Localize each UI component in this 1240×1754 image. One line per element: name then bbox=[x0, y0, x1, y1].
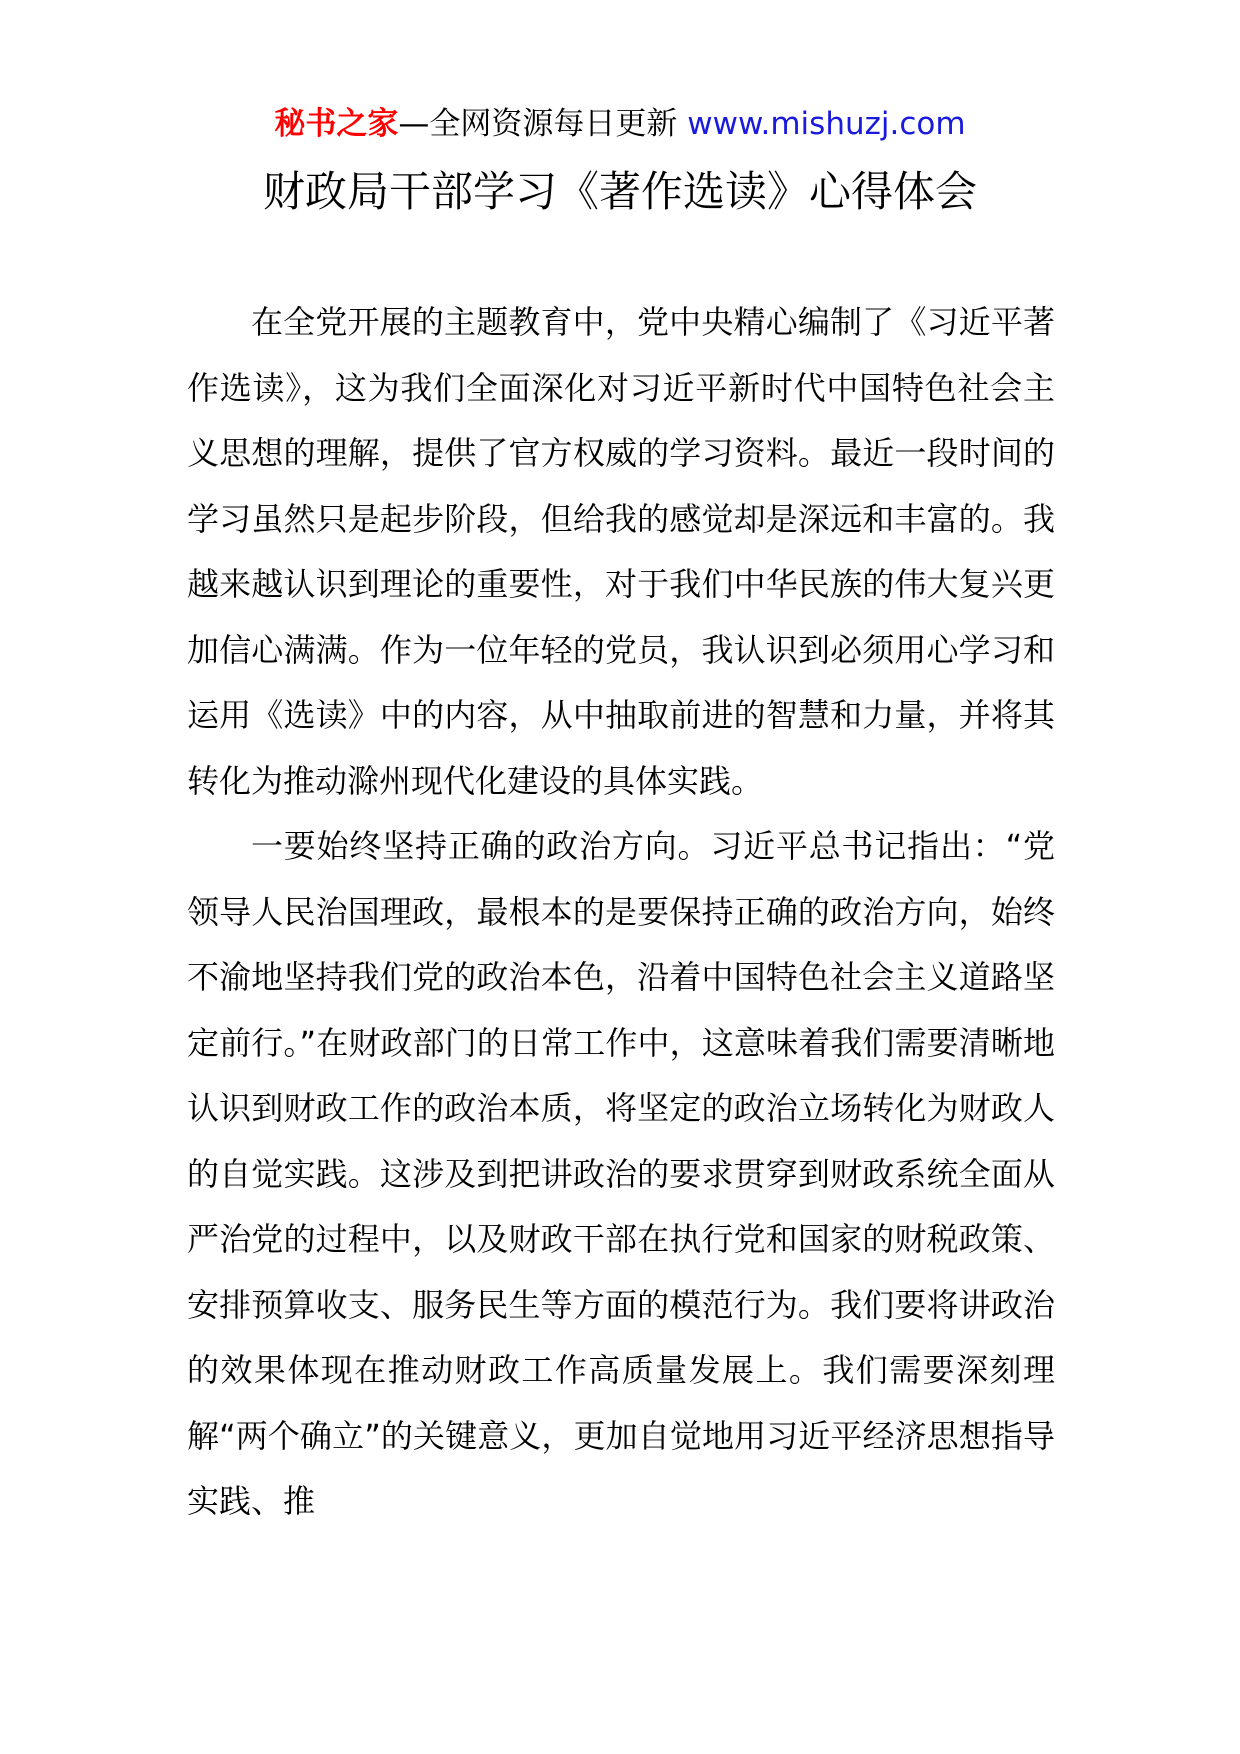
document-body bbox=[187, 290, 1055, 1535]
document-title: 财政局干部学习《著作选读》心得体会 bbox=[262, 167, 977, 216]
header-tagline: —全网资源每日更新 bbox=[398, 106, 688, 142]
source-header bbox=[0, 100, 1240, 148]
body-paragraph-1: 在全党开展的主题教育中，党中央精心编制了《习近平著作选读》，这为我们全面深化对习近平新时代中国特色社会主义思想的理解，提供了官方权威的学习资料。最近一段时间的学习虽然只是起步阶段，但给我的感觉却是深远和丰富的。我越来越认识到理论的重要性，对于我们中华民族的伟大复兴更加信心满满。作为一位年轻的党员，我认识到必须用心学习和运用《选读》中的内容，从中抽取前进的智慧和力量，并将其转化为推动滁州现代化建设的具体实践。 bbox=[187, 303, 1055, 800]
brand-name: 秘书之家 bbox=[274, 106, 399, 142]
body-paragraph-2: 一要始终坚持正确的政治方向。习近平总书记指出：“党领导人民治国理政，最根本的是要保持正确的政治方向，始终不渝地坚持我们党的政治本色，沿着中国特色社会主义道路坚定前行。”在财政部门的日常工作中，这意味着我们需要清晰地认识到财政工作的政治本质，将坚定的政治立场转化为财政人的自觉实践。这涉及到把讲政治的要求贯穿到财政系统全面从严治党的过程中，以及财政干部在执行党和国家的财税政策、安排预算收支、服务民生等方面的模范行为。我们要将讲政治的效果体现在推动财政工作高质量发展上。我们需要深刻理解“两个确立”的关键意义，更加自觉地用习近平经济思想指导实践、推 bbox=[187, 827, 1055, 1520]
site-url-link[interactable]: www.mishuzj.com bbox=[687, 106, 966, 142]
